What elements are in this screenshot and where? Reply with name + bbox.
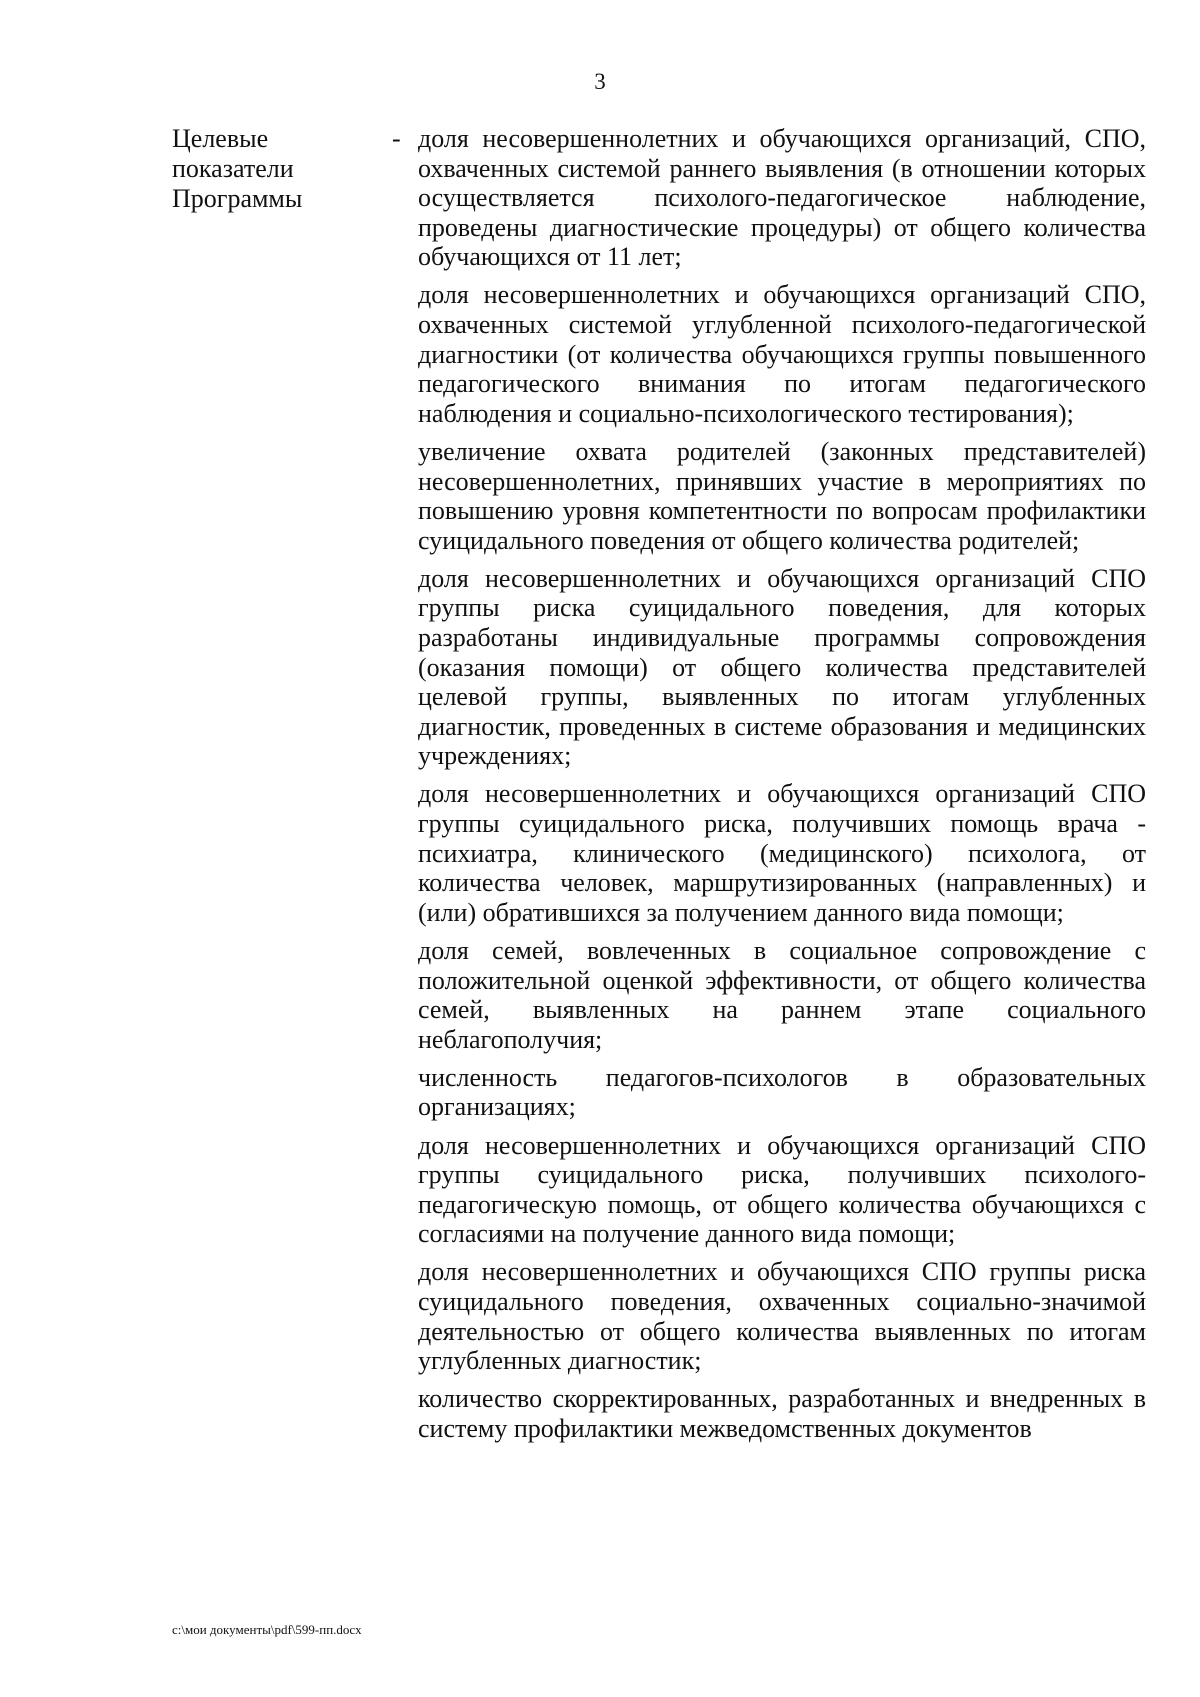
page-number: 3	[594, 69, 606, 94]
list-item: доля несовершеннолетних и обучающихся организаций СПО группы риска суицидального поведения, для которых разработаны индивидуальные программы сопровождения (оказания помощи) от общего количества представителей целевой группы, выявленных по итогам углубленных диагностик, проведенных в системе образования и медицинских учреждениях;	[418, 563, 1146, 771]
list-item: доля несовершеннолетних и обучающихся организаций, СПО, охваченных системой раннего выявления (в отношении которых осуществляется психолого-педагогическое наблюдение, проведены диагностические процедуры) от общего количества обучающихся от 11 лет;	[418, 124, 1146, 272]
list-item: численность педагогов-психологов в образовательных организациях;	[418, 1062, 1146, 1122]
list-item: количество скорректированных, разработанных и внедренных в систему профилактики межведомственных документов	[418, 1384, 1146, 1443]
list-item: увеличение охвата родителей (законных представителей) несовершеннолетних, принявших участие в мероприятиях по повышению уровня компетентности по вопросам профилактики суицидального поведения от общего количества родителей;	[418, 436, 1146, 555]
footer-file-path: c:\мои документы\pdf\599-пп.docx	[172, 1622, 362, 1637]
list-dash: -	[392, 124, 401, 153]
list-item: доля несовершеннолетних и обучающихся организаций СПО, охваченных системой углубленной психолого-педагогической диагностики (от количества обучающихся группы повышенного педагогического внимания по итогам педагогического наблюдения и социально-психологического тестирования);	[418, 280, 1146, 428]
target-indicators-list	[418, 124, 1146, 1452]
list-item: доля несовершеннолетних и обучающихся СПО группы риска суицидального поведения, охваченных социально-значимой деятельностью от общего количества выявленных по итогам углубленных диагностик;	[418, 1257, 1146, 1376]
list-item: доля несовершеннолетних и обучающихся организаций СПО группы суицидального риска, получивших помощь врача - психиатра, клинического (медицинского) психолога, от количества человек, маршрутизированных (направленных) и (или) обратившихся за получением данного вида помощи;	[418, 779, 1146, 927]
list-item: доля семей, вовлеченных в социальное сопровождение с положительной оценкой эффективности, от общего количества семей, выявленных на раннем этапе социального неблагополучия;	[418, 935, 1146, 1054]
list-item: доля несовершеннолетних и обучающихся организаций СПО группы суицидального риска, получивших психолого-педагогическую помощь, от общего количества обучающихся с согласиями на получение данного вида помощи;	[418, 1130, 1146, 1249]
section-label: Целевые показатели Программы	[172, 124, 303, 213]
